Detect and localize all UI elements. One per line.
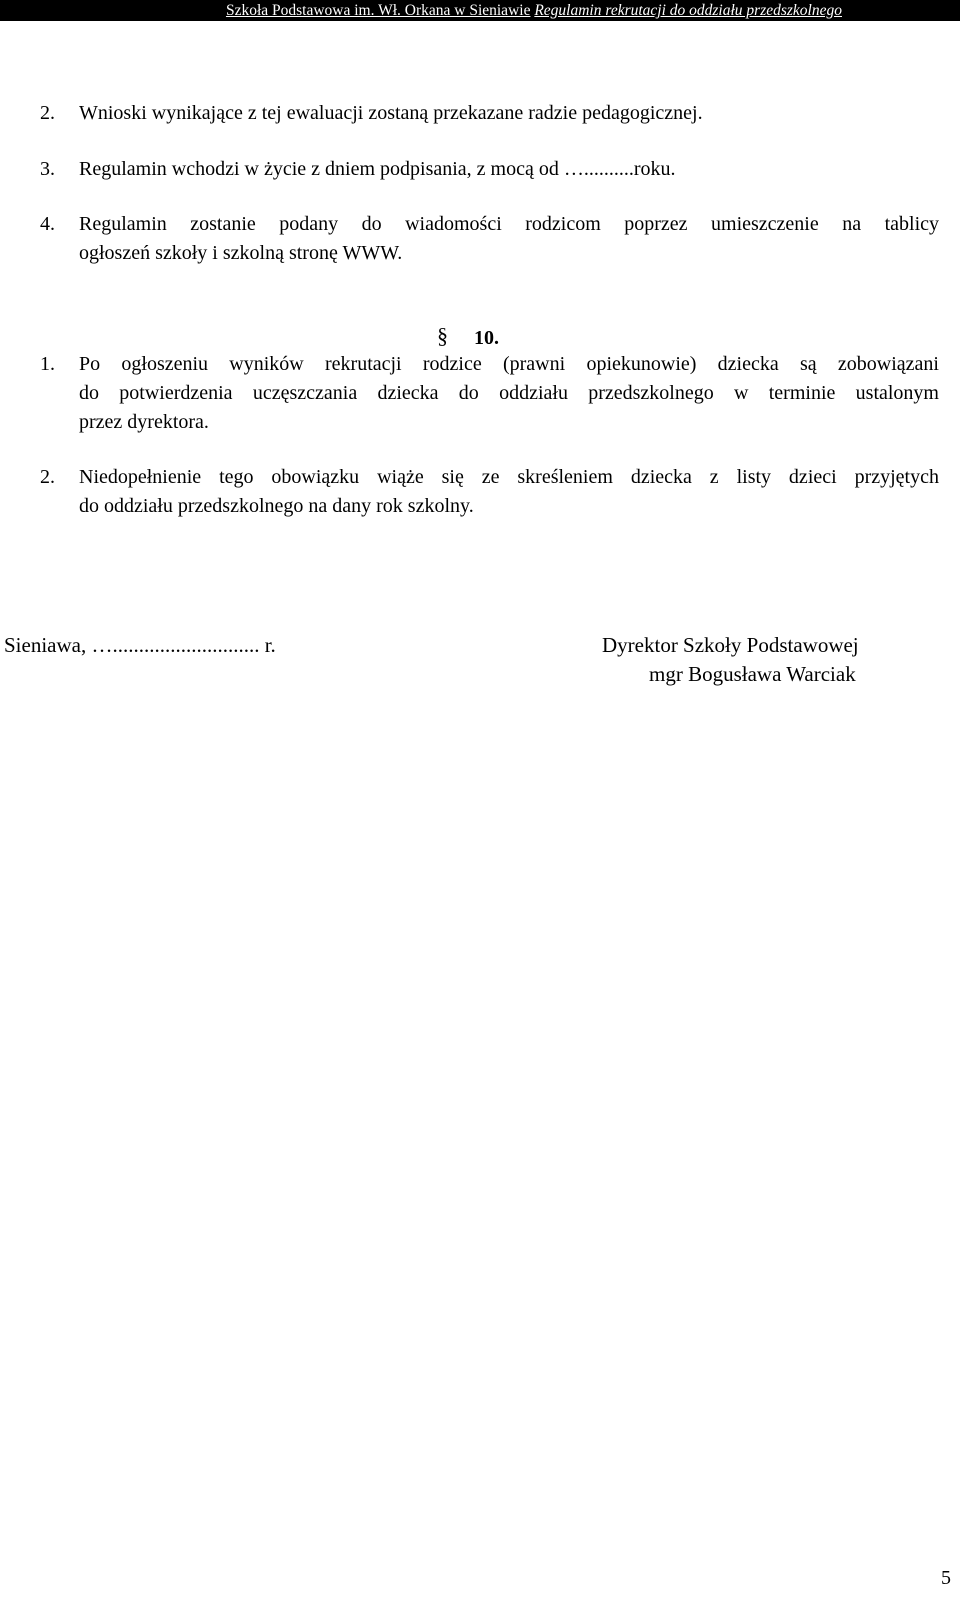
item-text-line: do oddziału przedszkolnego na dany rok szkolny. xyxy=(79,495,474,517)
section-sign: § xyxy=(437,323,448,348)
header-document-title: Regulamin rekrutacji do oddziału przedszkolnego xyxy=(534,2,842,19)
item-number: 2. xyxy=(40,466,55,488)
place-date: Sieniawa, …............................ r. xyxy=(4,633,276,657)
signatory-title: Dyrektor Szkoły Podstawowej xyxy=(602,633,859,657)
item-text-line: Wnioski wynikające z tej ewaluacji zostaną przekazane radzie pedagogicznej. xyxy=(79,102,703,124)
item-number: 4. xyxy=(40,213,55,235)
item-number: 1. xyxy=(40,353,55,375)
item-text-line: Regulamin zostanie podany do wiadomości rodzicom poprzez umieszczenie na tablicy xyxy=(79,213,939,235)
signatory-name: mgr Bogusława Warciak xyxy=(649,662,856,686)
item-number: 3. xyxy=(40,158,55,180)
item-text-line: Po ogłoszeniu wyników rekrutacji rodzice (prawni opiekunowie) dziecka są zobowiązani xyxy=(79,353,939,375)
header-school-name: Szkoła Podstawowa im. Wł. Orkana w Sieniawie xyxy=(225,2,531,19)
item-number: 2. xyxy=(40,102,55,124)
item-text-line: ogłoszeń szkoły i szkolną stronę WWW. xyxy=(79,242,403,264)
page-header xyxy=(0,0,960,21)
item-text-line: do potwierdzenia uczęszczania dziecka do oddziału przedszkolnego w terminie ustalonym xyxy=(79,382,939,404)
section-number: 10. xyxy=(474,327,499,349)
item-text-line: przez dyrektora. xyxy=(79,411,209,433)
item-text-line: Niedopełnienie tego obowiązku wiąże się ze skreśleniem dziecka z listy dzieci przyjętych xyxy=(79,466,939,488)
item-text-line: Regulamin wchodzi w życie z dniem podpisania, z mocą od …..........roku. xyxy=(79,158,676,180)
page-number: 5 xyxy=(941,1567,951,1589)
